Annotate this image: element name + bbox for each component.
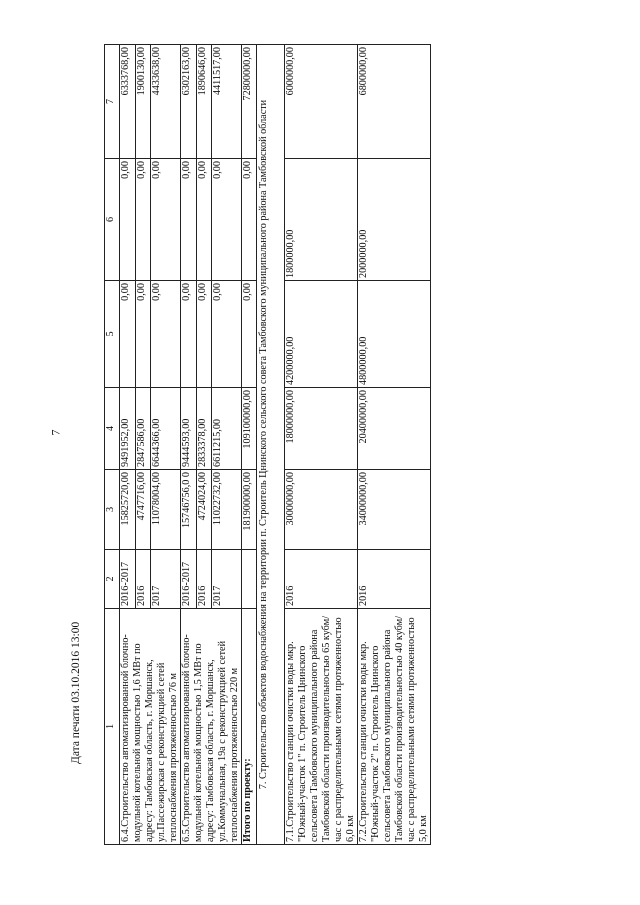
item-7-1-name: 7.1.Строительство станции очистки воды мкр. "Южный-участок 1" п. Строитель Цнинского сельсовета Тамбовского муниципального района Тамбовской области производительностью 65 кубм/час с распределительными сетями протяженностью 6,0 км	[285, 609, 358, 845]
total-amount-cell: 0,00	[242, 281, 257, 388]
amount-cell: 0,00	[212, 159, 242, 281]
amount-cell: 6644366,00	[151, 388, 181, 470]
total-row	[242, 45, 257, 845]
period-cell: 2017	[212, 550, 242, 609]
total-amount-cell: 181900000,00	[242, 470, 257, 550]
amount-cell: 9491952,00	[120, 388, 136, 470]
header-col-5: 5	[105, 281, 120, 388]
amount-cell: 15746756,0 0	[181, 470, 197, 550]
header-col-1: 1	[105, 609, 120, 845]
amount-cell: 0,00	[151, 159, 181, 281]
table-row	[285, 45, 358, 845]
amount-cell: 0,00	[196, 159, 212, 281]
section-7-heading-row	[257, 45, 285, 845]
amount-cell: 2000000,00	[358, 159, 431, 281]
amount-cell: 20400000,00	[358, 388, 431, 470]
amount-cell: 0,00	[181, 281, 197, 388]
amount-cell: 1800000,00	[285, 159, 358, 281]
amount-cell: 0,00	[135, 159, 151, 281]
amount-cell: 0,00	[135, 281, 151, 388]
table-header-row	[105, 45, 120, 845]
page-number: 7	[48, 429, 63, 436]
total-period-cell	[242, 550, 257, 609]
amount-cell: 34000000,00	[358, 470, 431, 550]
header-col-2: 2	[105, 550, 120, 609]
total-amount-cell: 0,00	[242, 159, 257, 281]
period-cell: 2016	[135, 550, 151, 609]
header-col-3: 3	[105, 470, 120, 550]
amount-cell: 4800000,00	[358, 281, 431, 388]
period-cell: 2016-2017	[181, 550, 197, 609]
total-amount-cell: 72800000,00	[242, 45, 257, 159]
amount-cell: 4200000,00	[285, 281, 358, 388]
amount-cell: 15825720,00	[120, 470, 136, 550]
amount-cell: 11022732,00	[212, 470, 242, 550]
amount-cell: 4411517,00	[212, 45, 242, 159]
amount-cell: 1900130,00	[135, 45, 151, 159]
amount-cell: 2833378,00	[196, 388, 212, 470]
amount-cell: 6800000,00	[358, 45, 431, 159]
budget-table	[104, 44, 431, 845]
amount-cell: 6000000,00	[285, 45, 358, 159]
amount-cell: 0,00	[151, 281, 181, 388]
amount-cell: 1890646,00	[196, 45, 212, 159]
header-col-7: 7	[105, 45, 120, 159]
amount-cell: 4724024,00	[196, 470, 212, 550]
section-7-title: 7. Строительство объектов водоснабжения на территории п. Строитель Цнинского сельского совета Тамбовского муниципального района Тамбовской области	[257, 45, 285, 845]
rotated-table-container	[104, 45, 550, 845]
amount-cell: 18000000,00	[285, 388, 358, 470]
amount-cell: 0,00	[120, 281, 136, 388]
amount-cell: 9444593,00	[181, 388, 197, 470]
table-row	[181, 45, 197, 845]
amount-cell: 4433638,00	[151, 45, 181, 159]
item-6-5-name: 6.5.Строительство автоматизированной блочно-модульной котельной мощностью 1,5 МВт по адресу: Тамбовская область, г. Моршанск, ул.Коммунальная, 19а с реконструкцией сетей теплоснабжения протяженностью 220 м	[181, 609, 242, 845]
amount-cell: 6333768,00	[120, 45, 136, 159]
amount-cell: 0,00	[181, 159, 197, 281]
amount-cell: 0,00	[120, 159, 136, 281]
amount-cell: 11078004,00	[151, 470, 181, 550]
amount-cell: 0,00	[212, 281, 242, 388]
total-amount-cell: 109100000,00	[242, 388, 257, 470]
amount-cell: 6302163,00	[181, 45, 197, 159]
amount-cell: 6611215,00	[212, 388, 242, 470]
period-cell: 2016-2017	[120, 550, 136, 609]
total-label: Итого по проекту:	[242, 609, 257, 845]
header-col-6: 6	[105, 159, 120, 281]
period-cell: 2016	[358, 550, 431, 609]
table-row	[358, 45, 431, 845]
table-row	[120, 45, 136, 845]
amount-cell: 0,00	[196, 281, 212, 388]
period-cell: 2016	[285, 550, 358, 609]
amount-cell: 30000000,00	[285, 470, 358, 550]
header-col-4: 4	[105, 388, 120, 470]
period-cell: 2017	[151, 550, 181, 609]
amount-cell: 4747716,00	[135, 470, 151, 550]
amount-cell: 2847586,00	[135, 388, 151, 470]
item-6-4-name: 6.4.Строительство автоматизированной блочно-модульной котельной мощностью 1,6 МВт по адресу: Тамбовская область, г. Моршанск, ул.Пассежирская с реконструкцией сетей теплоснабжения протяженностью 76 м	[120, 609, 181, 845]
period-cell: 2016	[196, 550, 212, 609]
item-7-2-name: 7.2.Строительство станции очистки воды мкр. "Южный-участок 2" п. Строитель Цнинского сельсовета Тамбовского муниципального района Тамбовской области производительностью 40 кубм/час с распределительными сетями протяженностью 5,0 км	[358, 609, 431, 845]
print-date: Дата печати 03.10.2016 13:00	[70, 621, 82, 764]
